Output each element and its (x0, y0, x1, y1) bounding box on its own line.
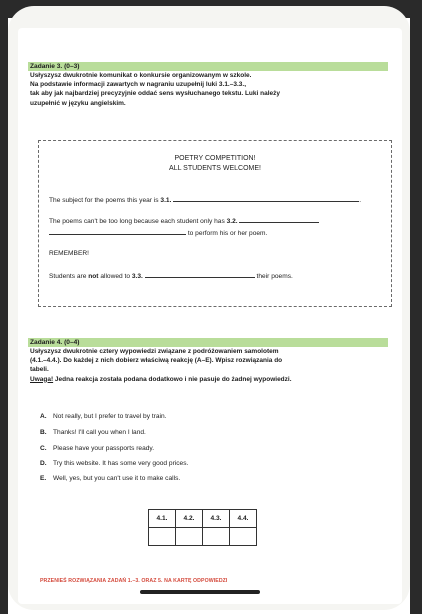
gap-number: 3.2. (226, 218, 238, 225)
task4-header-bar (28, 338, 388, 347)
option-text: Thanks! I'll call you when I land. (53, 429, 146, 436)
option-d (40, 459, 188, 469)
gap-line-3-3 (49, 270, 293, 282)
instruction-line: Na podstawie informacji zawartych w nagraniu uzupełnij luki 3.1.–3.3., (30, 81, 247, 89)
answer-cell-4-3[interactable] (203, 528, 230, 546)
gap-emphasis: not (88, 273, 99, 280)
gap-text: Students are (49, 273, 89, 280)
poetry-notice-box (38, 140, 392, 307)
instruction-line: uzupełnić w języku angielskim. (30, 99, 126, 107)
option-text: Try this website. It has some very good prices. (53, 460, 189, 467)
instruction-line: tak aby jak najbardziej precyzyjnie oddać sens wysłuchanego tekstu. Luki należy (30, 90, 280, 98)
instruction-line: Usłyszysz dwukrotnie cztery wypowiedzi związane z podróżowaniem samolotem (30, 348, 279, 355)
gap-3-1-input[interactable] (173, 194, 362, 204)
answer-table-answer-row (149, 528, 257, 546)
option-letter: E. (40, 475, 47, 482)
option-letter: C. (40, 445, 47, 452)
task3-header-bar (28, 62, 388, 71)
option-text: Please have your passports ready. (53, 445, 155, 452)
instruction-line: Usłyszysz dwukrotnie komunikat o konkursie organizowanym w szkole. (30, 72, 252, 79)
instruction-line: tabeli. (30, 366, 49, 374)
gap-text: The subject for the poems this year is (49, 197, 161, 204)
option-text: Not really, but I prefer to travel by train. (53, 413, 167, 420)
device-bezel-right (410, 0, 422, 614)
option-b (40, 428, 146, 438)
option-text: Well, yes, but you can't use it to make calls. (53, 475, 181, 482)
gap-number: 3.3. (131, 273, 143, 280)
device-bezel-left (0, 0, 8, 614)
gap-text: . (359, 197, 362, 204)
gap-line-3-2 (49, 215, 319, 227)
answer-header-4-2: 4.2. (176, 510, 203, 528)
gap-3-2-input-cont[interactable] (49, 227, 186, 235)
answer-header-4-1: 4.1. (149, 510, 176, 528)
gap-text: their poems. (254, 273, 293, 280)
gap-text: allowed to (98, 273, 132, 280)
option-letter: D. (40, 460, 47, 467)
task4-instructions (30, 347, 390, 384)
notice-remember: REMEMBER! (49, 250, 89, 257)
instruction-note (30, 375, 390, 384)
home-indicator[interactable] (140, 590, 260, 594)
task3-title: Zadanie 3. (0–3) (30, 63, 80, 70)
gap-text: to perform his or her poem. (186, 230, 268, 237)
option-e (40, 474, 180, 484)
notice-title-1: POETRY COMPETITION! (174, 155, 256, 162)
instruction-line: (4.1.–4.4.). Do każdej z nich dobierz właściwą reakcję (A–E). Wpisz rozwiązania do (30, 357, 283, 365)
note-label: Uwaga! (30, 375, 54, 383)
gap-3-3-input[interactable] (145, 270, 255, 278)
option-c (40, 444, 154, 454)
answer-header-4-4: 4.4. (230, 510, 257, 528)
answer-table (148, 509, 257, 546)
task4-title: Zadanie 4. (0–4) (30, 339, 80, 346)
option-a (40, 412, 166, 422)
gap-text: The poems can't be too long because each student only has (49, 218, 227, 225)
gap-number: 3.1. (160, 197, 172, 204)
task3-instructions (30, 71, 390, 108)
answer-cell-4-2[interactable] (176, 528, 203, 546)
gap-line-3-1 (49, 194, 361, 206)
notice-title-2: ALL STUDENTS WELCOME! (169, 165, 261, 172)
option-letter: A. (40, 413, 47, 420)
note-text: Jedna reakcja została podana dodatkowo i nie pasuje do żadnej wypowiedzi. (53, 375, 292, 383)
gap-3-2-input[interactable] (239, 215, 319, 223)
gap-line-3-2-cont (49, 227, 267, 239)
answer-header-4-3: 4.3. (203, 510, 230, 528)
answer-cell-4-4[interactable] (230, 528, 257, 546)
answer-cell-4-1[interactable] (149, 528, 176, 546)
option-letter: B. (40, 429, 47, 436)
footer-instruction: PRZENIEŚ ROZWIĄZANIA ZADAŃ 1.–3. ORAZ 5. NA KARTĘ ODPOWIEDZI (40, 578, 228, 584)
answer-table-header-row (149, 510, 257, 528)
